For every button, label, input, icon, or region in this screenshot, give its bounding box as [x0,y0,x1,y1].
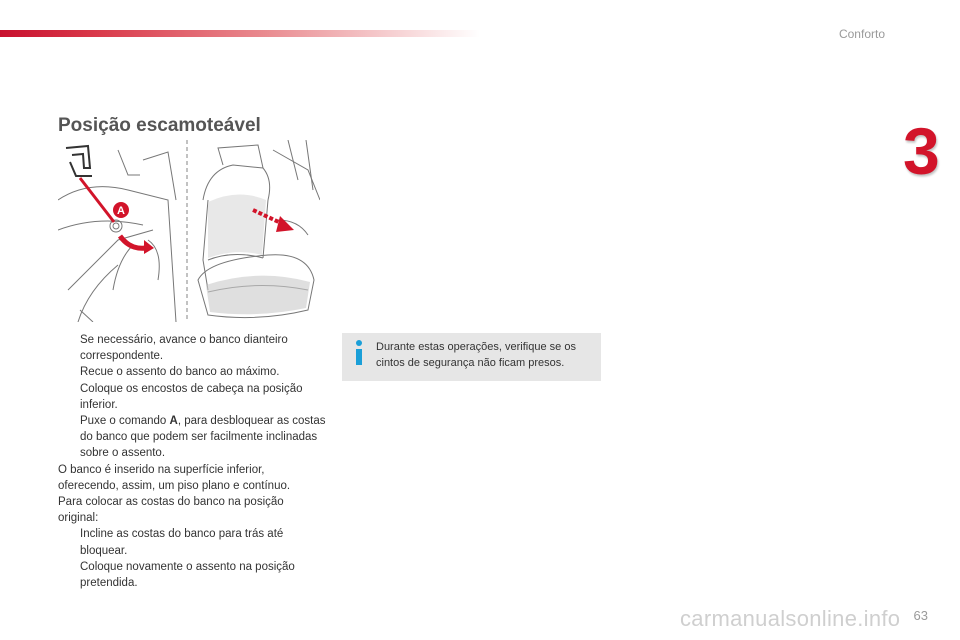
seat-folding-illustration [58,140,320,322]
paragraph: Para colocar as costas do banco na posição original: [58,496,284,525]
header-color-bar [0,30,480,37]
info-icon [352,339,366,367]
list-item: Coloque novamente o assento na posição pretendida. [80,560,295,590]
page-number: 63 [913,608,928,623]
section-label: Conforto [838,27,885,41]
list-item: Incline as costas do banco para trás até bloquear. [80,528,284,557]
list-item: Coloque os encostos de cabeça na posição inferior. [80,382,303,411]
paragraph: O banco é inserido na superfície inferior, oferecendo, assim, um piso plano e contínuo. [58,463,291,492]
list-item: Recue o assento do banco ao máximo. [80,366,280,379]
instruction-list [58,332,326,591]
page-title: Posição escamoteável [58,115,261,136]
control-a-label: A [117,205,125,217]
list-item: Puxe o comando A, para desbloquear as costas do banco que podem ser facilmente inclinadas sobre o assento. [80,415,326,460]
watermark: carmanualsonline.info [680,606,901,631]
info-text: Durante estas operações, verifique se os cintos de segurança não ficam presos. [376,341,576,369]
chapter-number: 3 [903,114,938,188]
list-item: Se necessário, avance o banco dianteiro correspondente. [80,334,288,363]
control-a-reference: A [169,415,178,428]
info-note [342,333,601,381]
